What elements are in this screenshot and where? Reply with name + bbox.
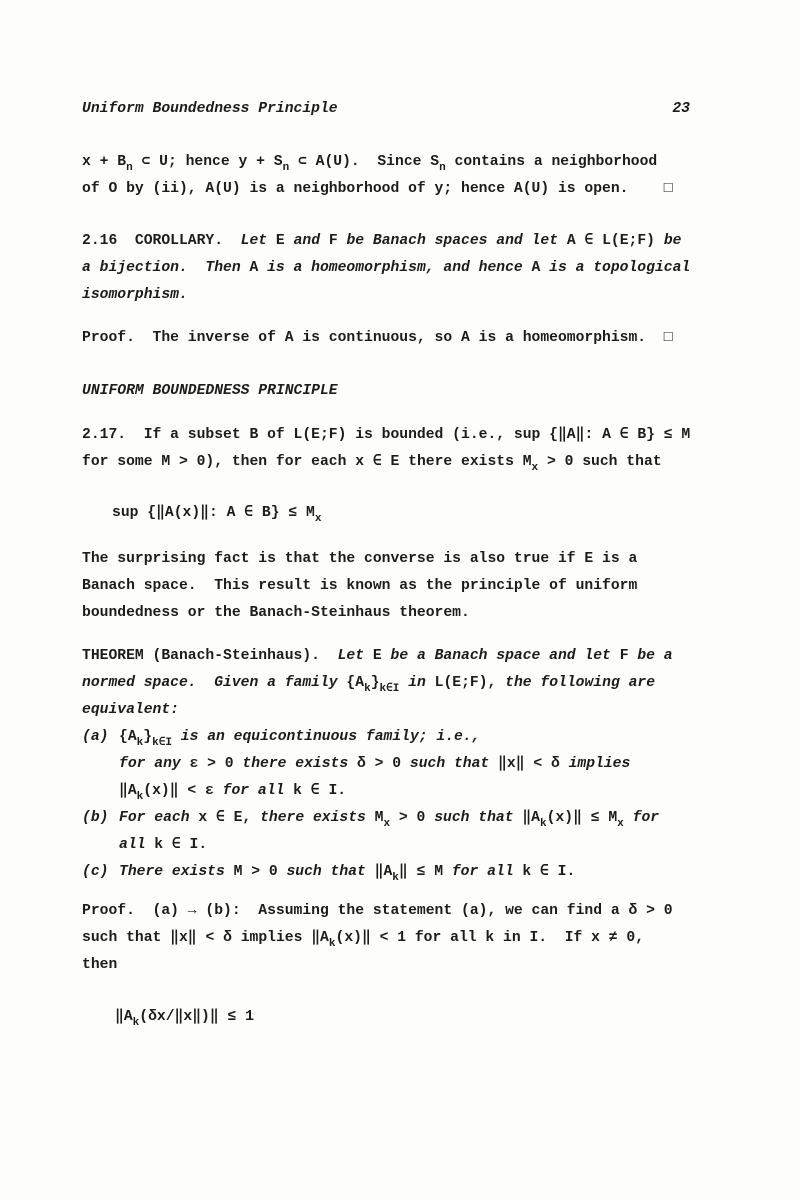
item-marker: (a) [82, 729, 109, 745]
heading-text: UNIFORM BOUNDEDNESS PRINCIPLE [82, 383, 338, 399]
proof-paragraph [82, 898, 690, 979]
formula-normalized-bound [82, 1004, 690, 1031]
text-line: such that ‖x‖ < δ implies $‖A_k(x)‖ < 1$ for all k in I. If x ≠ 0, [82, 930, 645, 950]
text-line: equivalent: [82, 702, 179, 718]
text-line: Proof. (a) → (b): Assuming the statement (a), we can find a δ > 0 [82, 903, 673, 919]
text-line: Banach space. This result is known as the principle of uniform [82, 578, 638, 594]
theorem-banach-steinhaus [82, 643, 690, 724]
theorem-condition-list [82, 724, 690, 886]
item-marker: (c) [82, 864, 109, 880]
text-line: For each x ∈ E, there exists $M_x > 0$ such that $‖A_k(x)‖ \le M_x$ for [119, 810, 660, 830]
formula-text: $‖A_k(\delta x/‖x‖)‖ \le 1$ [115, 1009, 254, 1029]
text-line: all k ∈ I. [119, 837, 208, 853]
theorem-item-c [82, 859, 690, 886]
text-line: for any ε > 0 there exists δ > 0 such that ‖x‖ < δ implies [119, 756, 631, 772]
text-line: The surprising fact is that the converse is also true if E is a [82, 551, 638, 567]
corollary-2-16 [82, 228, 690, 309]
text-line: then [82, 957, 118, 973]
text-line: 2.17. If a subset B of L(E;F) is bounded (i.e., sup {‖A‖: A ∈ B} ≤ M [82, 427, 691, 443]
running-header [82, 96, 690, 123]
text-line: $‖A_k(x)‖ < \varepsilon$ for all k ∈ I. [119, 783, 347, 803]
text-line: normed space. Given a family $\{A_k\}_{k\in I}$ in L(E;F), the following are [82, 675, 656, 695]
converse-paragraph [82, 546, 690, 627]
item-marker: (b) [82, 810, 109, 826]
formula-sup-bound [82, 500, 690, 527]
text-line: of O by (ii), A(U) is a neighborhood of y; hence A(U) is open. □ [82, 181, 673, 197]
theorem-item-b [82, 805, 690, 859]
corollary-proof [82, 325, 690, 352]
text-line: 2.16 COROLLARY. Let E and F be Banach spaces and let A ∈ L(E;F) be [82, 233, 682, 249]
page-title: Uniform Boundedness Principle [82, 101, 338, 117]
section-heading-uniform-boundedness [82, 378, 690, 405]
page-number: 23 [672, 101, 690, 117]
text-line: There exists M > 0 such that $‖A_k‖ \le M$ for all k ∈ I. [119, 864, 576, 884]
text-line: $\{A_k\}_{k\in I}$ is an equicontinuous family; i.e., [119, 729, 481, 749]
text-line: a bijection. Then A is a homeomorphism, and hence A is a topological [82, 260, 691, 276]
text-line: isomorphism. [82, 287, 188, 303]
text-line: $x + B_n$ ⊂ U; hence $y + S_n$ ⊂ A(U). Since $S_n$ contains a neighborhood [82, 154, 658, 174]
remark-2-17 [82, 422, 690, 476]
text-line: THEOREM (Banach-Steinhaus). Let E be a Banach space and let F be a [82, 648, 673, 664]
text-line: Proof. The inverse of A is continuous, so A is a homeomorphism. □ [82, 330, 673, 346]
intro-paragraph [82, 149, 690, 203]
theorem-item-a [82, 724, 690, 805]
formula-text: sup {‖A(x)‖: A ∈ $B\} \le M_x$ [112, 505, 322, 525]
text-line: boundedness or the Banach-Steinhaus theorem. [82, 605, 470, 621]
text-line: for some M > 0), then for each x ∈ E there exists $M_x > 0$ such that [82, 454, 662, 474]
